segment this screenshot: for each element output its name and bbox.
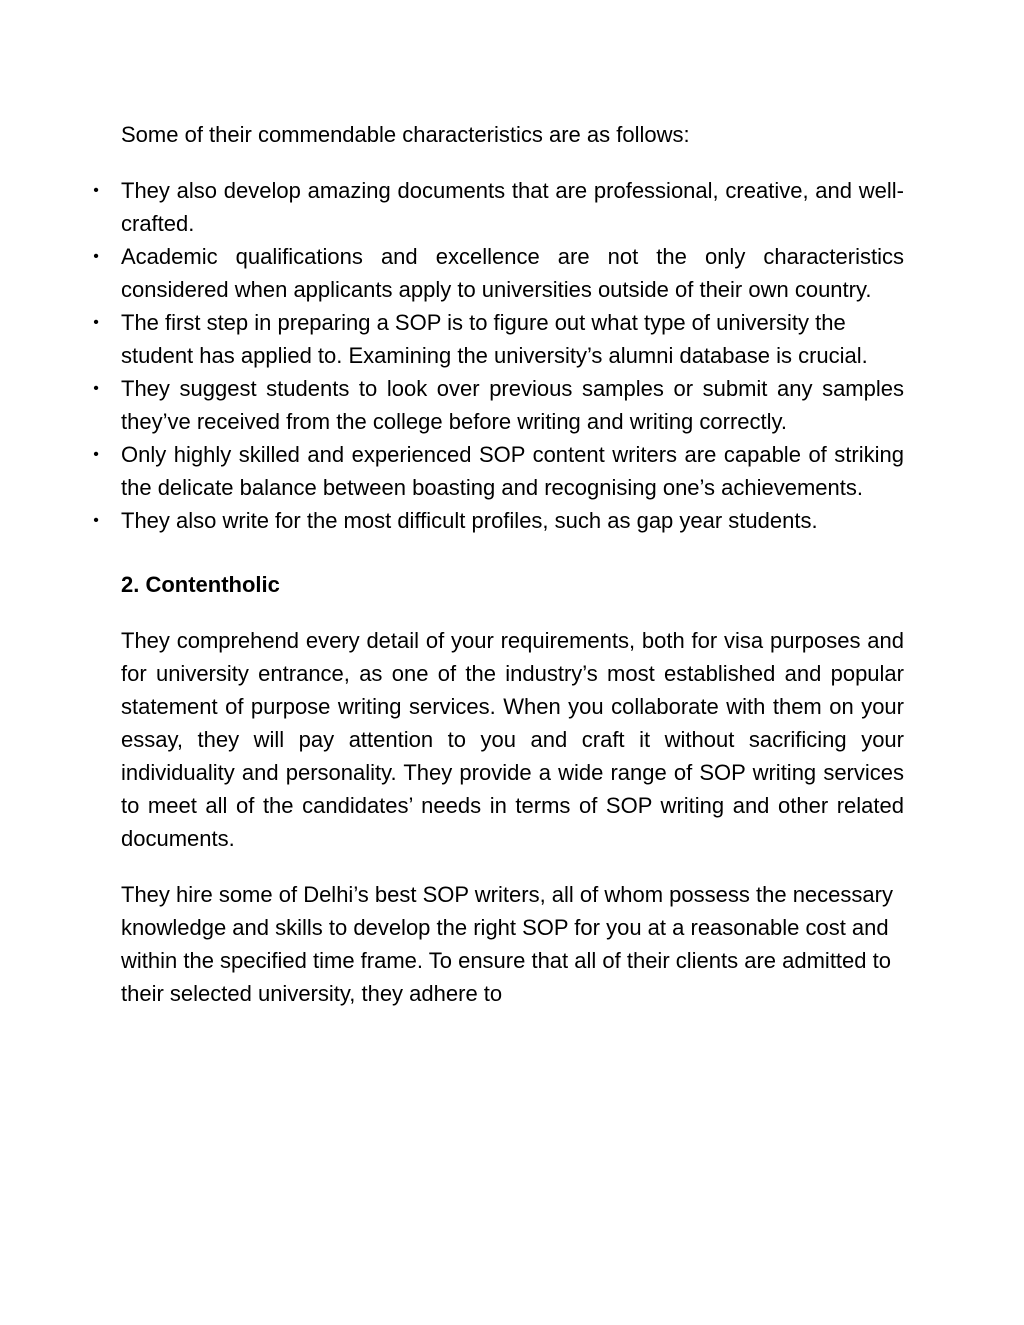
bullet-icon: • (93, 314, 99, 331)
list-item-text: Only highly skilled and experienced SOP content writers are capable of striking the delicate balance between boasting and recognising one’s achievements. (121, 442, 904, 500)
list-item-text: They also develop amazing documents that are professional, creative, and well-crafted. (121, 178, 904, 236)
list-item (93, 372, 904, 438)
list-item-text: The first step in preparing a SOP is to figure out what type of university the student has applied to. Examining the university’s alumni database is crucial. (121, 310, 868, 368)
list-item (93, 504, 904, 537)
bullet-icon: • (93, 380, 99, 397)
list-item (93, 174, 904, 240)
bullet-icon: • (93, 446, 99, 463)
body-paragraph: They comprehend every detail of your requirements, both for visa purposes and for university entrance, as one of the industry’s most established and popular statement of purpose writing services. When you collaborate with them on your essay, they will pay attention to you and craft it without sacrificing your individuality and personality. They provide a wide range of SOP writing services to meet all of the candidates’ needs in terms of SOP writing and other related documents. (121, 628, 904, 851)
list-item (93, 306, 904, 372)
intro-text: Some of their commendable characteristics are as follows: (121, 122, 690, 147)
bullet-icon: • (93, 182, 99, 199)
bullet-icon: • (93, 248, 99, 265)
list-item-text: They also write for the most difficult profiles, such as gap year students. (121, 508, 818, 533)
document-page (93, 118, 904, 1033)
bullet-icon: • (93, 512, 99, 529)
body-paragraph: They hire some of Delhi’s best SOP writers, all of whom possess the necessary knowledge and skills to develop the right SOP for you at a reasonable cost and within the specified time frame. To ensure that all of their clients are admitted to their selected university, they adhere to (121, 882, 893, 1006)
list-item (93, 438, 904, 504)
list-item-text: Academic qualifications and excellence are not the only characteristics considered when applicants apply to universities outside of their own country. (121, 244, 904, 302)
section-heading: 2. Contentholic (121, 572, 280, 597)
list-item-text: They suggest students to look over previous samples or submit any samples they’ve received from the college before writing and writing correctly. (121, 376, 904, 434)
characteristics-list (93, 174, 904, 537)
list-item (93, 240, 904, 306)
